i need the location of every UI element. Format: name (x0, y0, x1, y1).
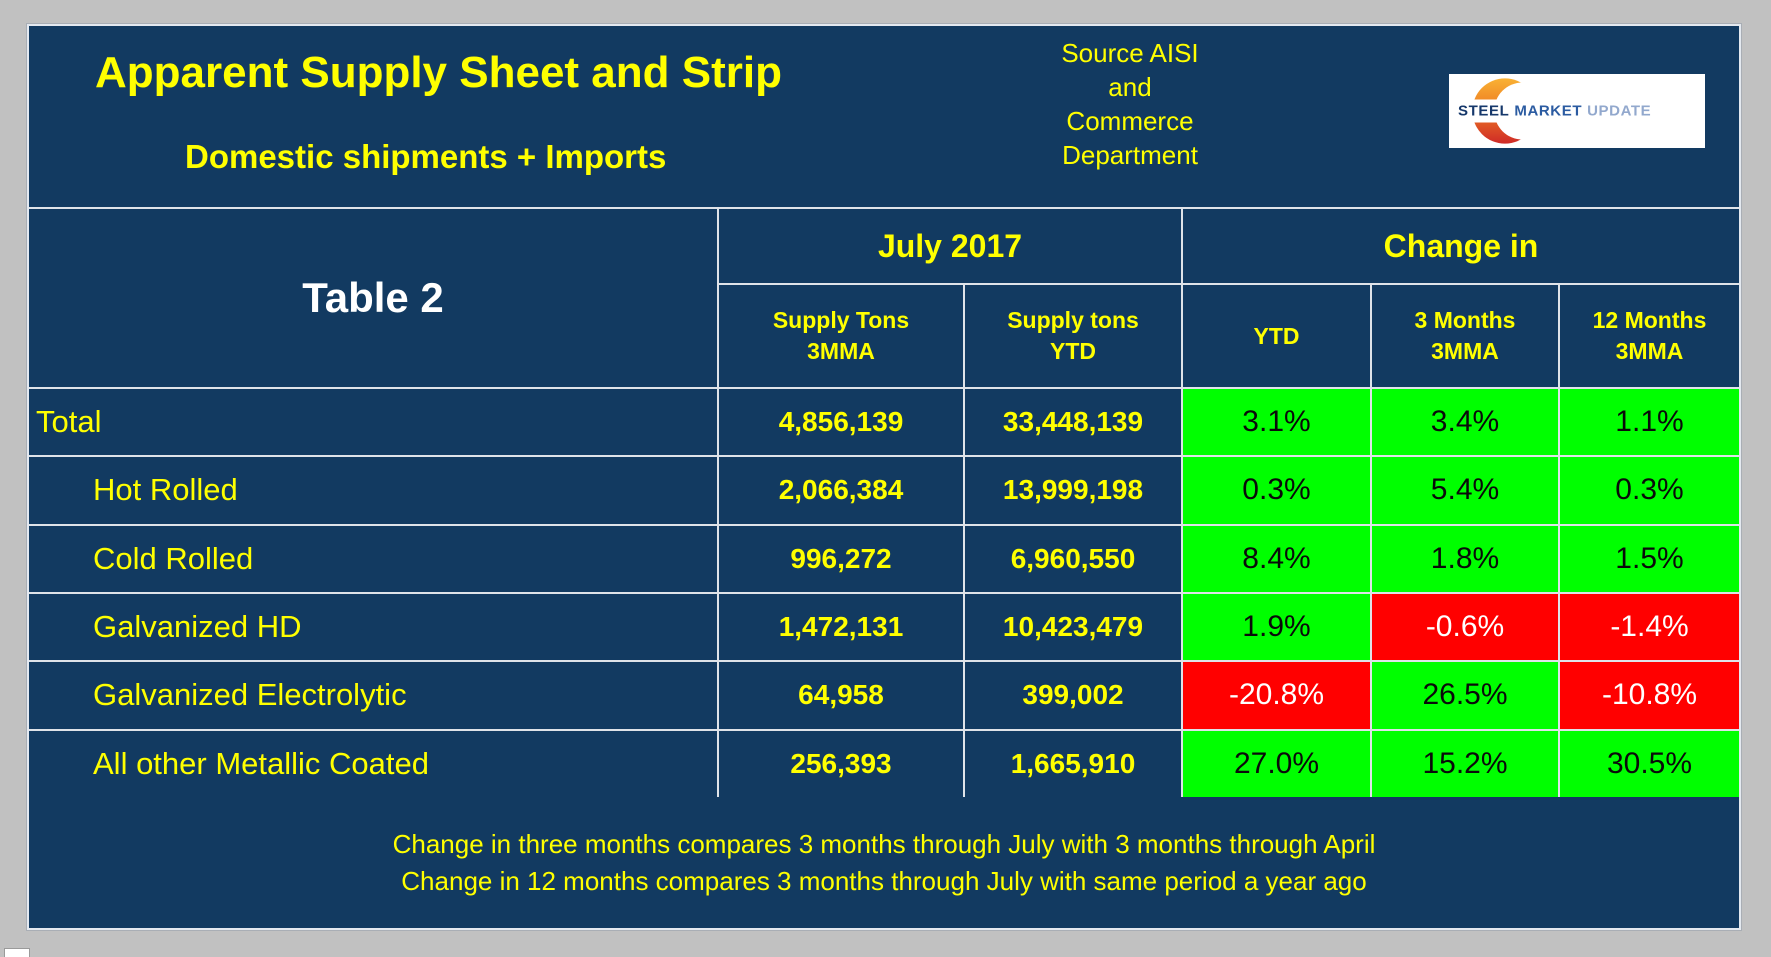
footnote-line-1: Change in three months compares 3 months through July with 3 months through April (392, 828, 1376, 859)
report-panel (27, 24, 1741, 930)
column-header-supply-tons-3mma: Supply Tons 3MMA (719, 285, 963, 387)
galvanized-electrolytic-supply-ytd: 399,002 (965, 662, 1181, 728)
hot-rolled-change-3mo: 5.4% (1372, 457, 1558, 523)
row-label-galvanized-electrolytic: Galvanized Electrolytic (29, 662, 717, 728)
logo-word-update: UPDATE (1587, 102, 1652, 120)
total-change-3mo: 3.4% (1372, 389, 1558, 455)
galvanized-hd-supply-ytd: 10,423,479 (965, 594, 1181, 660)
cold-rolled-supply-3mma: 996,272 (719, 526, 963, 592)
row-label-cold-rolled: Cold Rolled (29, 526, 717, 592)
galvanized-hd-change-12mo: -1.4% (1560, 594, 1739, 660)
total-supply-3mma: 4,856,139 (719, 389, 963, 455)
steel-market-update-logo (1449, 74, 1705, 148)
logo-wordmark (1455, 100, 1654, 123)
column-header-3-months-3mma: 3 Months 3MMA (1372, 285, 1558, 387)
total-change-ytd: 3.1% (1183, 389, 1370, 455)
source-line: Commerce (1066, 106, 1194, 136)
galvanized-hd-change-3mo: -0.6% (1372, 594, 1558, 660)
galvanized-electrolytic-change-3mo: 26.5% (1372, 662, 1558, 728)
total-supply-ytd: 33,448,139 (965, 389, 1181, 455)
galvanized-electrolytic-supply-3mma: 64,958 (719, 662, 963, 728)
source-line: and (1108, 72, 1152, 102)
all-other-metallic-supply-3mma: 256,393 (719, 731, 963, 797)
row-label-all-other-metallic-coated: All other Metallic Coated (29, 731, 717, 797)
galvanized-electrolytic-change-ytd: -20.8% (1183, 662, 1370, 728)
footnotes (29, 797, 1739, 928)
title-band (29, 26, 1739, 209)
all-other-metallic-change-12mo: 30.5% (1560, 731, 1739, 797)
source-line: Department (1062, 140, 1198, 170)
row-label-total: Total (29, 389, 717, 455)
screen-edge-artifact (4, 948, 30, 957)
supply-table (29, 209, 1739, 797)
group-header-july-2017: July 2017 (719, 209, 1181, 283)
row-label-hot-rolled: Hot Rolled (29, 457, 717, 523)
source-note (985, 36, 1275, 172)
total-change-12mo: 1.1% (1560, 389, 1739, 455)
all-other-metallic-change-ytd: 27.0% (1183, 731, 1370, 797)
table-number-label: Table 2 (29, 209, 717, 387)
cold-rolled-change-ytd: 8.4% (1183, 526, 1370, 592)
cold-rolled-supply-ytd: 6,960,550 (965, 526, 1181, 592)
source-line: Source AISI (1061, 38, 1199, 68)
logo-word-market: MARKET (1514, 102, 1583, 120)
galvanized-hd-change-ytd: 1.9% (1183, 594, 1370, 660)
group-header-change-in: Change in (1183, 209, 1739, 283)
hot-rolled-change-ytd: 0.3% (1183, 457, 1370, 523)
all-other-metallic-change-3mo: 15.2% (1372, 731, 1558, 797)
all-other-metallic-supply-ytd: 1,665,910 (965, 731, 1181, 797)
row-label-galvanized-hd: Galvanized HD (29, 594, 717, 660)
cold-rolled-change-3mo: 1.8% (1372, 526, 1558, 592)
logo-word-steel: STEEL (1458, 102, 1510, 120)
column-header-ytd: YTD (1183, 285, 1370, 387)
hot-rolled-supply-3mma: 2,066,384 (719, 457, 963, 523)
galvanized-hd-supply-3mma: 1,472,131 (719, 594, 963, 660)
hot-rolled-supply-ytd: 13,999,198 (965, 457, 1181, 523)
galvanized-electrolytic-change-12mo: -10.8% (1560, 662, 1739, 728)
footnote-line-2: Change in 12 months compares 3 months through July with same period a year ago (401, 865, 1367, 896)
column-header-supply-tons-ytd: Supply tons YTD (965, 285, 1181, 387)
hot-rolled-change-12mo: 0.3% (1560, 457, 1739, 523)
page-title: Apparent Supply Sheet and Strip (95, 48, 782, 97)
column-header-12-months-3mma: 12 Months 3MMA (1560, 285, 1739, 387)
page-subtitle: Domestic shipments + Imports (185, 138, 667, 175)
cold-rolled-change-12mo: 1.5% (1560, 526, 1739, 592)
